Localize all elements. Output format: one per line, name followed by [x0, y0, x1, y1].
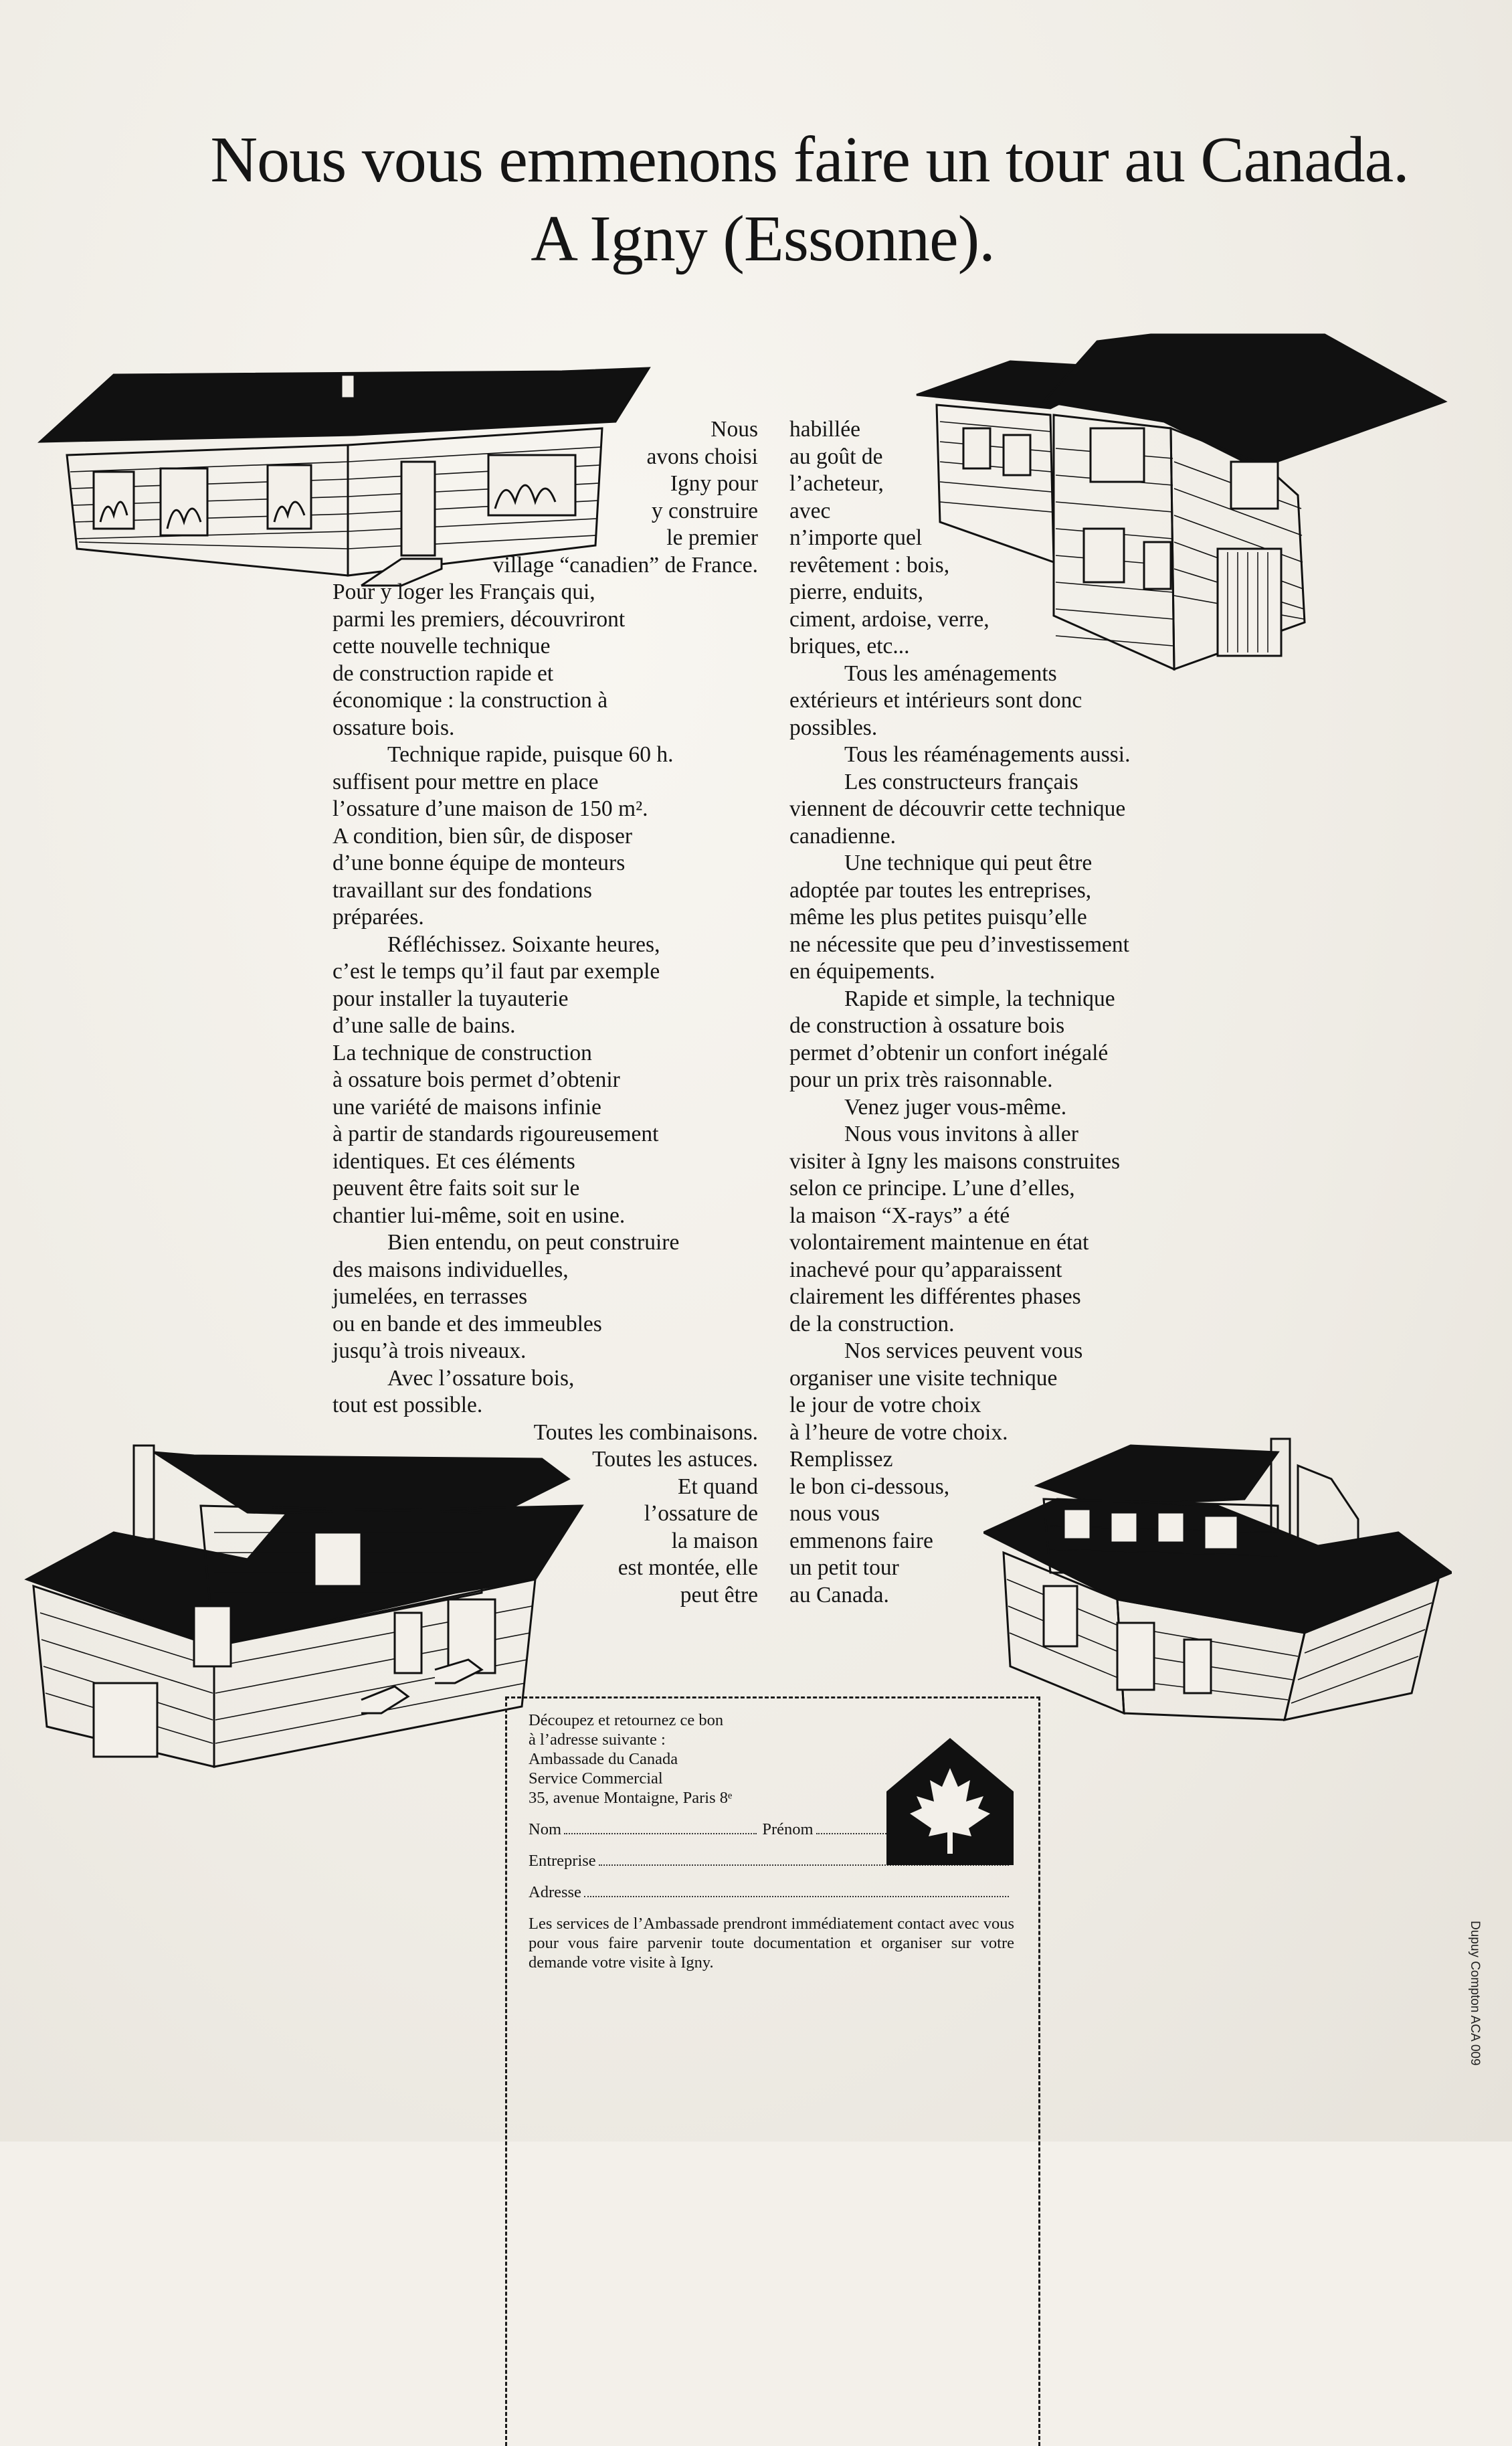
text-line: Tous les réaménagements aussi.	[844, 742, 1131, 767]
text-line: nous vous	[789, 1501, 880, 1526]
headline-line-2: A Igny (Essonne).	[531, 203, 995, 275]
text-line: possibles.	[789, 715, 878, 740]
text-line: jusqu’à trois niveaux.	[333, 1338, 527, 1363]
text-line: de la construction.	[789, 1311, 955, 1336]
text-line: la maison	[671, 1528, 758, 1553]
text-line: briques, etc...	[789, 634, 910, 659]
text-line: cette nouvelle technique	[333, 634, 551, 659]
text-line: ossature bois.	[333, 715, 455, 740]
text-line: selon ce principe. L’une d’elles,	[789, 1176, 1075, 1201]
text-line: Toutes les combinaisons.	[533, 1419, 758, 1445]
text-line: visiter à Igny les maisons construites	[789, 1148, 1121, 1174]
text-line: en équipements.	[789, 959, 935, 984]
nom-field[interactable]	[564, 1818, 757, 1834]
text-line: Et quand	[677, 1474, 758, 1499]
body-text-right-column	[789, 416, 1231, 1609]
text-line: au Canada.	[789, 1582, 889, 1607]
text-line: le premier	[666, 525, 758, 550]
text-line: habillée	[789, 417, 861, 442]
text-line: inachevé pour qu’apparaissent	[789, 1257, 1062, 1282]
text-line: chantier lui-même, soit en usine.	[333, 1203, 626, 1228]
text-line: Nos services peuvent vous	[844, 1338, 1083, 1363]
coupon-address	[529, 1711, 816, 1808]
text-line: pour un prix très raisonnable.	[789, 1067, 1053, 1092]
text-line: volontairement maintenue en état	[789, 1230, 1089, 1255]
text-line: l’ossature d’une maison de 150 m².	[333, 796, 648, 821]
text-line: Technique rapide, puisque 60 h.	[387, 742, 674, 767]
text-line: tout est possible.	[333, 1393, 483, 1417]
text-line: Venez juger vous-même.	[844, 1094, 1067, 1120]
text-line: de construction rapide et	[333, 661, 554, 686]
text-line: suffisent pour mettre en place	[333, 769, 599, 794]
nom-label: Nom	[529, 1820, 561, 1838]
text-line: Bien entendu, on peut construire	[387, 1230, 680, 1255]
text-line: clairement les différentes phases	[789, 1284, 1081, 1309]
text-line: l’acheteur,	[789, 471, 884, 496]
text-line: n’importe quel	[789, 525, 923, 550]
text-line: c’est le temps qu’il faut par exemple	[333, 959, 660, 984]
text-line: une variété de maisons infinie	[333, 1094, 601, 1120]
coupon-address-row	[529, 1881, 1014, 1902]
text-line: peuvent être faits soit sur le	[333, 1176, 580, 1201]
text-line: emmenons faire	[789, 1528, 933, 1553]
text-line: La technique de construction	[333, 1040, 592, 1065]
adresse-field[interactable]	[584, 1881, 1009, 1897]
text-line: viennent de découvrir cette technique	[789, 796, 1126, 821]
text-line: à partir de standards rigoureusement	[333, 1122, 659, 1146]
text-line: Toutes les astuces.	[592, 1447, 758, 1472]
text-line: au goût de	[789, 444, 883, 469]
headline-line-1: Nous vous emmenons faire un tour au Canada.	[210, 124, 1409, 196]
coupon-note: Les services de l’Ambassade prendront immédiatement contact avec vous pour vous faire parvenir toute documentation et organiser sur votre demande votre visite à Igny.	[529, 1915, 1014, 1972]
text-line: Réfléchissez. Soixante heures,	[387, 932, 660, 957]
text-line: organiser une visite technique	[789, 1365, 1058, 1391]
text-line: Avec l’ossature bois,	[387, 1365, 575, 1391]
text-line: même les plus petites puisqu’elle	[789, 905, 1087, 930]
text-line: pierre, enduits,	[789, 580, 924, 604]
text-line: y construire	[651, 498, 758, 523]
text-line: est montée, elle	[618, 1555, 758, 1580]
text-line: Pour y loger les Français qui,	[333, 580, 595, 604]
coupon-address-line: Ambassade du Canada	[529, 1750, 678, 1768]
coupon-address-line: Service Commercial	[529, 1769, 663, 1787]
text-line: permet d’obtenir un confort inégalé	[789, 1040, 1109, 1065]
agency-credit: Dupuy Compton ACA 009	[1468, 1921, 1482, 2066]
prenom-label: Prénom	[762, 1820, 814, 1838]
body-text-left-column	[333, 416, 758, 1609]
text-line: d’une salle de bains.	[333, 1013, 516, 1038]
maple-leaf-house-logo	[883, 1735, 1017, 1868]
text-line: des maisons individuelles,	[333, 1257, 569, 1282]
text-line: à l’heure de votre choix.	[789, 1419, 1008, 1445]
text-line: Nous vous invitons à aller	[844, 1122, 1078, 1146]
text-line: extérieurs et intérieurs sont donc	[789, 688, 1082, 713]
text-line: ou en bande et des immeubles	[333, 1311, 602, 1336]
text-line: un petit tour	[789, 1555, 899, 1580]
text-line: le bon ci-dessous,	[789, 1474, 950, 1499]
text-line: canadienne.	[789, 823, 896, 849]
coupon-address-line: Découpez et retournez ce bon	[529, 1711, 724, 1729]
text-line: Nous	[711, 417, 758, 442]
text-line: jumelées, en terrasses	[333, 1284, 528, 1309]
text-line: A condition, bien sûr, de disposer	[333, 823, 633, 849]
text-line: Igny pour	[670, 471, 758, 496]
text-line: Tous les aménagements	[844, 661, 1057, 686]
text-line: le jour de votre choix	[789, 1393, 981, 1417]
text-line: économique : la construction à	[333, 688, 608, 713]
text-line: Remplissez	[789, 1447, 893, 1472]
text-line: Rapide et simple, la technique	[844, 986, 1115, 1011]
text-line: de construction à ossature bois	[789, 1013, 1065, 1038]
text-line: Une technique qui peut être	[844, 851, 1093, 875]
text-line: la maison “X-rays” a été	[789, 1203, 1010, 1228]
adresse-label: Adresse	[529, 1883, 581, 1901]
text-line: identiques. Et ces éléments	[333, 1148, 575, 1174]
text-line: Les constructeurs français	[844, 769, 1078, 794]
text-line: préparées.	[333, 905, 424, 930]
text-line: d’une bonne équipe de monteurs	[333, 851, 626, 875]
text-line: ne nécessite que peu d’investissement	[789, 932, 1129, 957]
entreprise-label: Entreprise	[529, 1852, 596, 1870]
text-line: peut être	[680, 1582, 758, 1607]
text-line: parmi les premiers, découvriront	[333, 606, 626, 632]
coupon-address-line: 35, avenue Montaigne, Paris 8ᵉ	[529, 1789, 733, 1807]
text-line: ciment, ardoise, verre,	[789, 606, 989, 632]
text-line: village “canadien” de France.	[492, 552, 758, 578]
text-line: avec	[789, 498, 831, 523]
text-line: l’ossature de	[644, 1501, 758, 1526]
text-line: travaillant sur des fondations	[333, 877, 592, 903]
text-line: pour installer la tuyauterie	[333, 986, 569, 1011]
coupon-address-line: à l’adresse suivante :	[529, 1731, 666, 1749]
text-line: avons choisi	[646, 444, 758, 469]
text-line: adoptée par toutes les entreprises,	[789, 877, 1092, 903]
text-line: revêtement : bois,	[789, 552, 950, 578]
text-line: à ossature bois permet d’obtenir	[333, 1067, 620, 1092]
